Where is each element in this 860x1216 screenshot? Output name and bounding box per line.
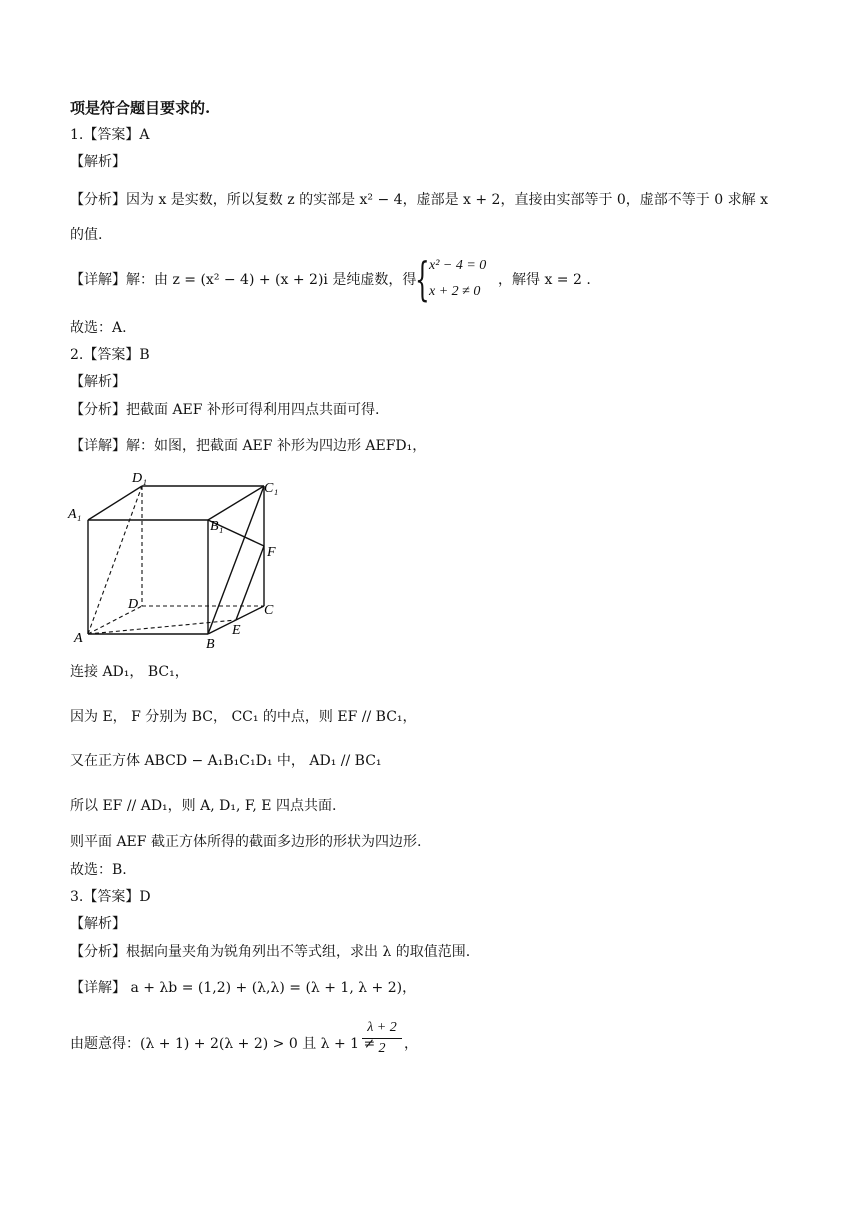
- q2-analysis: 【分析】把截面 AEF 补形可得利用四点共面可得.: [70, 402, 380, 418]
- q2-midpoint: 因为 E， F 分别为 BC， CC₁ 的中点，则 EF // BC₁，: [70, 709, 417, 725]
- fraction-numerator: λ + 2: [362, 1020, 402, 1039]
- label-D: D: [128, 597, 139, 612]
- system-row-1: x² − 4 = 0: [429, 258, 487, 273]
- q1-jiexi: 【解析】: [70, 154, 126, 170]
- label-F: F: [267, 545, 276, 560]
- q3-comma: ，: [404, 1036, 418, 1052]
- q3-answer: 3.【答案】D: [70, 889, 151, 905]
- q1-answer: 1.【答案】A: [70, 127, 150, 143]
- system-brace: {: [415, 252, 430, 306]
- label-E: E: [232, 623, 241, 638]
- q3-analysis: 【分析】根据向量夹角为锐角列出不等式组，求出 λ 的取值范围.: [70, 944, 471, 960]
- q2-jiexi: 【解析】: [70, 374, 126, 390]
- q1-choice: 故选：A.: [70, 320, 127, 336]
- q3-detail: 【详解】 a + λb = (1,2) + (λ,λ) = (λ + 1, λ + 2)，: [70, 980, 417, 996]
- q2-answer: 2.【答案】B: [70, 347, 150, 363]
- label-C1: C₁: [264, 481, 279, 496]
- q2-connect: 连接 AD₁， BC₁，: [70, 664, 189, 680]
- q3-jiexi: 【解析】: [70, 916, 126, 932]
- label-C: C: [264, 603, 274, 618]
- cube-figure: [66, 466, 296, 652]
- q3-condition: 由题意得：(λ + 1) + 2(λ + 2) > 0 且 λ + 1 ≠: [70, 1036, 376, 1052]
- section-heading: 项是符合题目要求的.: [70, 99, 211, 117]
- q1-analysis-cont: 的值.: [70, 227, 103, 243]
- fraction: [362, 1020, 402, 1057]
- q2-conclusion: 则平面 AEF 截正方体所得的截面多边形的形状为四边形.: [70, 834, 422, 850]
- label-D1: D₁: [132, 471, 147, 486]
- fraction-denominator: 2: [378, 1041, 386, 1056]
- system-row-2: x + 2 ≠ 0: [429, 284, 481, 299]
- q1-result: ，解得 x = 2 .: [498, 272, 591, 288]
- q1-analysis: 【分析】因为 x 是实数，所以复数 z 的实部是 x² − 4，虚部是 x + 2，直接由实部等于 0，虚部不等于 0 求解 x: [70, 192, 768, 208]
- q2-choice: 故选：B.: [70, 862, 127, 878]
- q2-detail: 【详解】解：如图，把截面 AEF 补形为四边形 AEFD₁，: [70, 438, 427, 454]
- label-B: B: [206, 637, 215, 652]
- label-A1: A₁: [68, 507, 82, 522]
- label-B1: B₁: [210, 519, 224, 534]
- q1-detail: 【详解】解：由 z = (x² − 4) + (x + 2)i 是纯虚数，得: [70, 272, 417, 288]
- equation-system: [415, 252, 505, 308]
- label-A: A: [74, 631, 83, 646]
- q2-coplanar: 所以 EF // AD₁，则 A, D₁, F, E 四点共面.: [70, 798, 337, 814]
- q2-cube: 又在正方体 ABCD − A₁B₁C₁D₁ 中， AD₁ // BC₁: [70, 753, 382, 769]
